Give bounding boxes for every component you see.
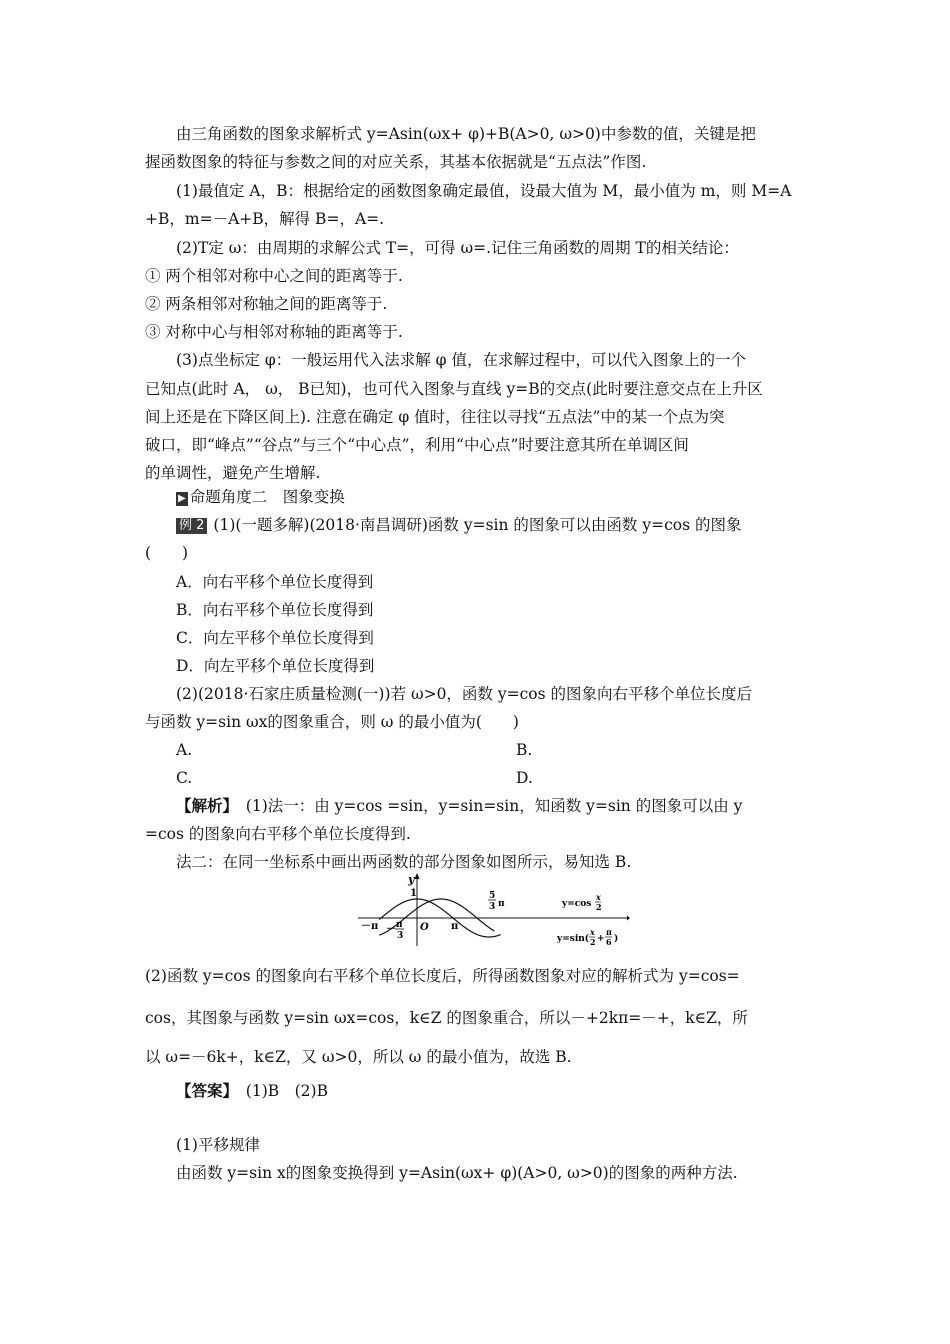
tick-pi: π [451,921,459,932]
para-4-line-5: 的单调性，避免产生增解. [145,464,321,482]
sin-label-close: ) [614,934,619,944]
q2-option-d: D. [516,769,533,787]
part2-line-2: cos，其图象与函数 y=sin ωx=cos，k∈Z 的图象重合，所以－+2kπ=－+，k∈Z，所 [145,1009,748,1027]
para-2-line-2: +B，m=－A+B，解得 B=，A=. [145,210,385,228]
rule-title: (1)平移规律 [176,1136,260,1154]
cos-label-den: 2 [596,902,602,912]
answer-line [176,1081,328,1101]
para-1-line-1: 由三角函数的图象求解析式 y=Asin(ωx+ φ)+B(A>0, ω>0)中参数的值，关键是把 [176,125,756,143]
solution-line-1 [176,796,742,816]
para-1-line-2: 握函数图象的特征与参数之间的对应关系，其基本依据就是“五点法”作图. [145,153,647,171]
sin-curve-label: y=sin( [557,934,590,944]
origin-label: O [420,922,429,933]
tick-5pi3-den: 3 [489,902,496,912]
example-line-1 [176,515,741,535]
y-axis-arrow-icon [415,873,420,879]
para-2-line-1: (1)最值定 A，B：根据给定的函数图象确定最值，设最大值为 M，最小值为 m，则 M=A [176,182,792,200]
example-paren: ( ) [145,544,189,562]
para-4-line-4: 破口，即“峰点”“谷点”与三个“中心点”，利用“中心点”时要注意其所在单调区间 [145,436,689,454]
para-4-line-2: 已知点(此时 A， ω， B已知)，也可代入图象与直线 y=B的交点(此时要注意交点在上升区 [145,380,763,398]
tick-neg-pi3-num: π [396,920,403,930]
section-heading [176,487,345,507]
example-question-1: (1)(一题多解)(2018·南昌调研)函数 y=sin 的图象可以由函数 y=cos 的图象 [213,516,742,534]
sin-label-x: x [590,927,595,937]
sin-label-plus: + [597,934,605,944]
q2-option-c: C. [176,769,193,787]
tick-neg-pi3-den: 3 [397,931,404,941]
y-axis-label: y [408,873,415,886]
solution-line-2: =cos 的图象向右平移个单位长度得到. [145,825,411,843]
example-tag: 例 2 [176,518,207,534]
option-d: D．向左平移个单位长度得到 [176,657,375,675]
sin-label-6: 6 [606,937,612,947]
para-3: (2)T定 ω：由周期的求解公式 T=，可得 ω=.记住三角函数的周期 T的相关结论： [176,239,739,257]
section-title: 命题角度二 图象变换 [189,488,345,506]
option-c: C．向左平移个单位长度得到 [176,629,374,647]
cos-curve-label: y=cos [562,899,592,909]
list-item-2: ② 两条相邻对称轴之间的距离等于. [145,295,388,313]
part2-line-1: (2)函数 y=cos 的图象向右平移个单位长度后，所得函数图象对应的解析式为 y=cos= [145,967,740,985]
para-4-line-1: (3)点坐标定 φ：一般运用代入法求解 φ 值，在求解过程中，可以代入图象上的一个 [176,351,746,369]
tick-5pi3-num: 5 [489,891,496,901]
solution-line-3: 法二：在同一坐标系中画出两函数的部分图象如图所示，易知选 B. [176,853,632,871]
tick-neg-pi3-sign: － [386,924,396,935]
answer-text: (1)B (2)B [245,1082,328,1100]
x-axis-arrow-icon [627,916,630,921]
example-question-2-line-2: 与函数 y=sin ωx的图象重合，则 ω 的最小值为( ) [145,713,519,731]
tick-5pi3-pi: π [498,899,505,909]
solution-tag: 【解析】 [176,796,231,815]
q2-option-b: B. [516,741,533,759]
tick-neg-pi: －π [361,921,379,932]
solution-text-1: (1)法一：由 y=cos =sin，y=sin=sin，知函数 y=sin 的图象可以由 y [245,797,743,815]
part2-line-3: 以 ω=－6k+，k∈Z，又 ω>0，所以 ω 的最小值为，故选 B. [145,1048,572,1066]
list-item-3: ③ 对称中心与相邻对称轴的距离等于. [145,323,403,341]
option-a: A．向右平移个单位长度得到 [176,573,374,591]
q2-option-a: A. [176,741,193,759]
sin-label-2: 2 [590,937,596,947]
rule-text: 由函数 y=sin x的图象变换得到 y=Asin(ωx+ φ)(A>0, ω>0)的图象的两种方法. [176,1164,738,1182]
section-marker-icon: ▶ [178,493,186,504]
tick-one: 1 [410,888,417,899]
para-4-line-3: 间上还是在下降区间上). 注意在确定 φ 值时，往往以寻找“五点法”中的某一个点为突 [145,408,725,426]
option-b: B．向右平移个单位长度得到 [176,601,374,619]
function-graph [355,870,630,948]
cos-label-num: x [596,892,601,902]
list-item-1: ① 两个相邻对称中心之间的距离等于. [145,267,403,285]
answer-tag: 【答案】 [176,1081,231,1100]
sin-label-pi: π [606,927,612,937]
example-question-2-line-1: (2)(2018·石家庄质量检测(一))若 ω>0，函数 y=cos 的图象向右平移个单位长度后 [176,685,752,703]
